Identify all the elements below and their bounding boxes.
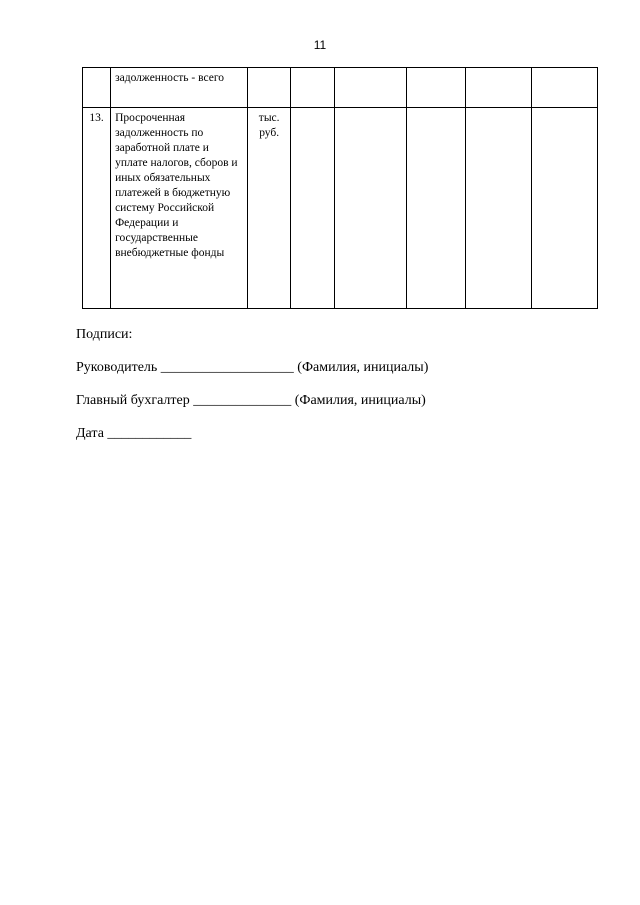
row-number-cell (83, 68, 111, 108)
value-cell (334, 108, 407, 309)
row-number-cell: 13. (83, 108, 111, 309)
table-row (83, 68, 598, 108)
signatures-heading: Подписи: (76, 327, 133, 342)
unit-cell (248, 68, 291, 108)
value-cell (465, 68, 532, 108)
value-cell (407, 68, 466, 108)
value-cell (465, 108, 532, 309)
page-number: 11 (313, 38, 327, 52)
manager-signature-line: Руководитель ___________________ (Фамилия, инициалы) (76, 360, 429, 375)
report-table (82, 67, 598, 309)
indicator-name-cell: задолженность - всего (111, 68, 248, 108)
value-cell (532, 68, 598, 108)
unit-cell: тыс. руб. (248, 108, 291, 309)
value-cell (407, 108, 466, 309)
value-cell (334, 68, 407, 108)
value-cell (291, 108, 334, 309)
date-line: Дата ____________ (76, 426, 192, 441)
accountant-signature-line: Главный бухгалтер ______________ (Фамилия, инициалы) (76, 393, 426, 408)
value-cell (532, 108, 598, 309)
value-cell (291, 68, 334, 108)
table-row (83, 108, 598, 309)
signatures-block (76, 326, 428, 458)
indicator-name-cell: Просроченная задолженность по заработной плате и уплате налогов, сборов и иных обязательных платежей в бюджетную систему Российской Федерации и государственные внебюджетные фонды (111, 108, 248, 309)
